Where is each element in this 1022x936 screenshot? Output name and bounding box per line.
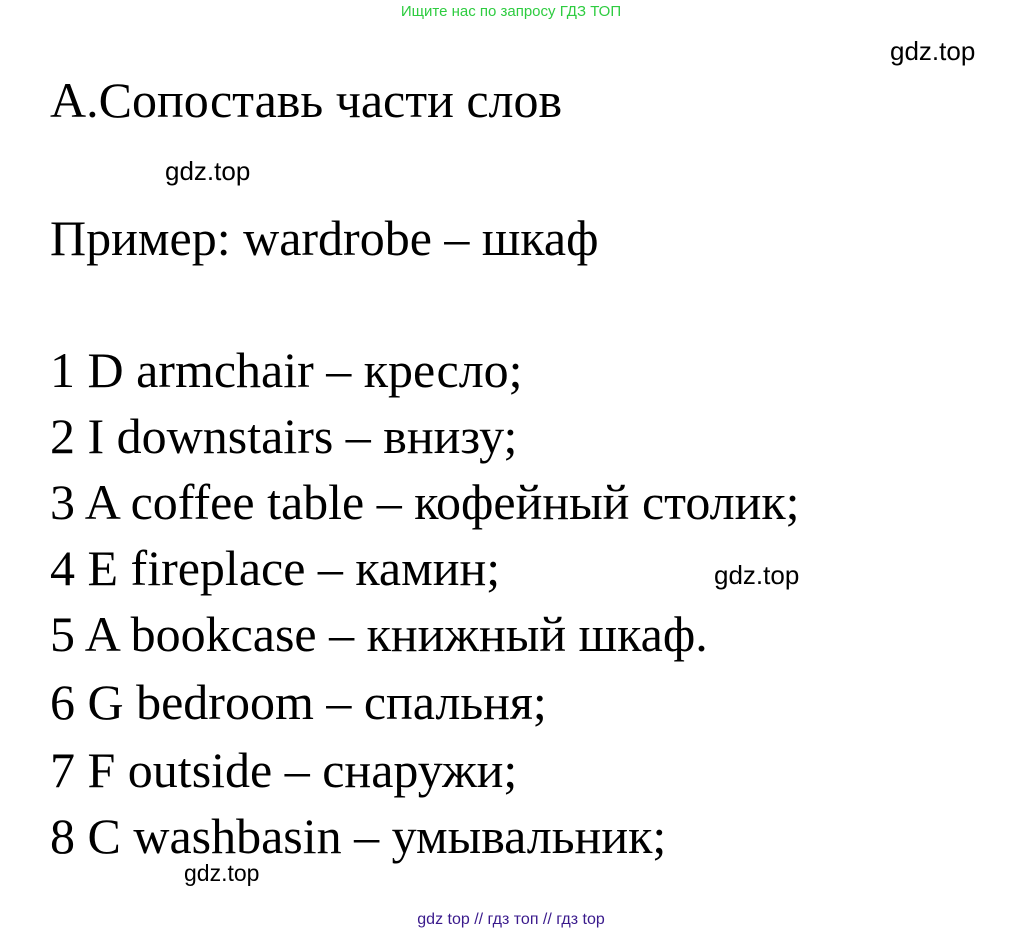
answer-line-3: 3 A coffee table – кофейный столик;	[50, 474, 800, 530]
answer-line-8: 8 C washbasin – умывальник;	[50, 808, 667, 864]
example-line: Пример: wardrobe – шкаф	[50, 210, 599, 266]
search-banner[interactable]: Ищите нас по запросу ГДЗ ТОП	[400, 3, 622, 20]
watermark: gdz.top	[890, 36, 976, 66]
answer-line-4: 4 E fireplace – камин;	[50, 540, 501, 596]
watermark: gdz.top	[165, 156, 251, 186]
answer-line-1: 1 D armchair – кресло;	[50, 342, 523, 398]
answer-line-6: 6 G bedroom – спальня;	[50, 674, 547, 730]
answer-line-7: 7 F outside – снаружи;	[50, 742, 518, 798]
watermark: gdz.top	[184, 860, 260, 886]
page-title: А.Сопоставь части слов	[50, 72, 563, 128]
answer-line-2: 2 I downstairs – внизу;	[50, 408, 518, 464]
watermark: gdz.top	[714, 560, 800, 590]
footer-links[interactable]: gdz top // гдз топ // гдз top	[417, 911, 605, 928]
answer-line-5: 5 A bookcase – книжный шкаф.	[50, 606, 708, 662]
